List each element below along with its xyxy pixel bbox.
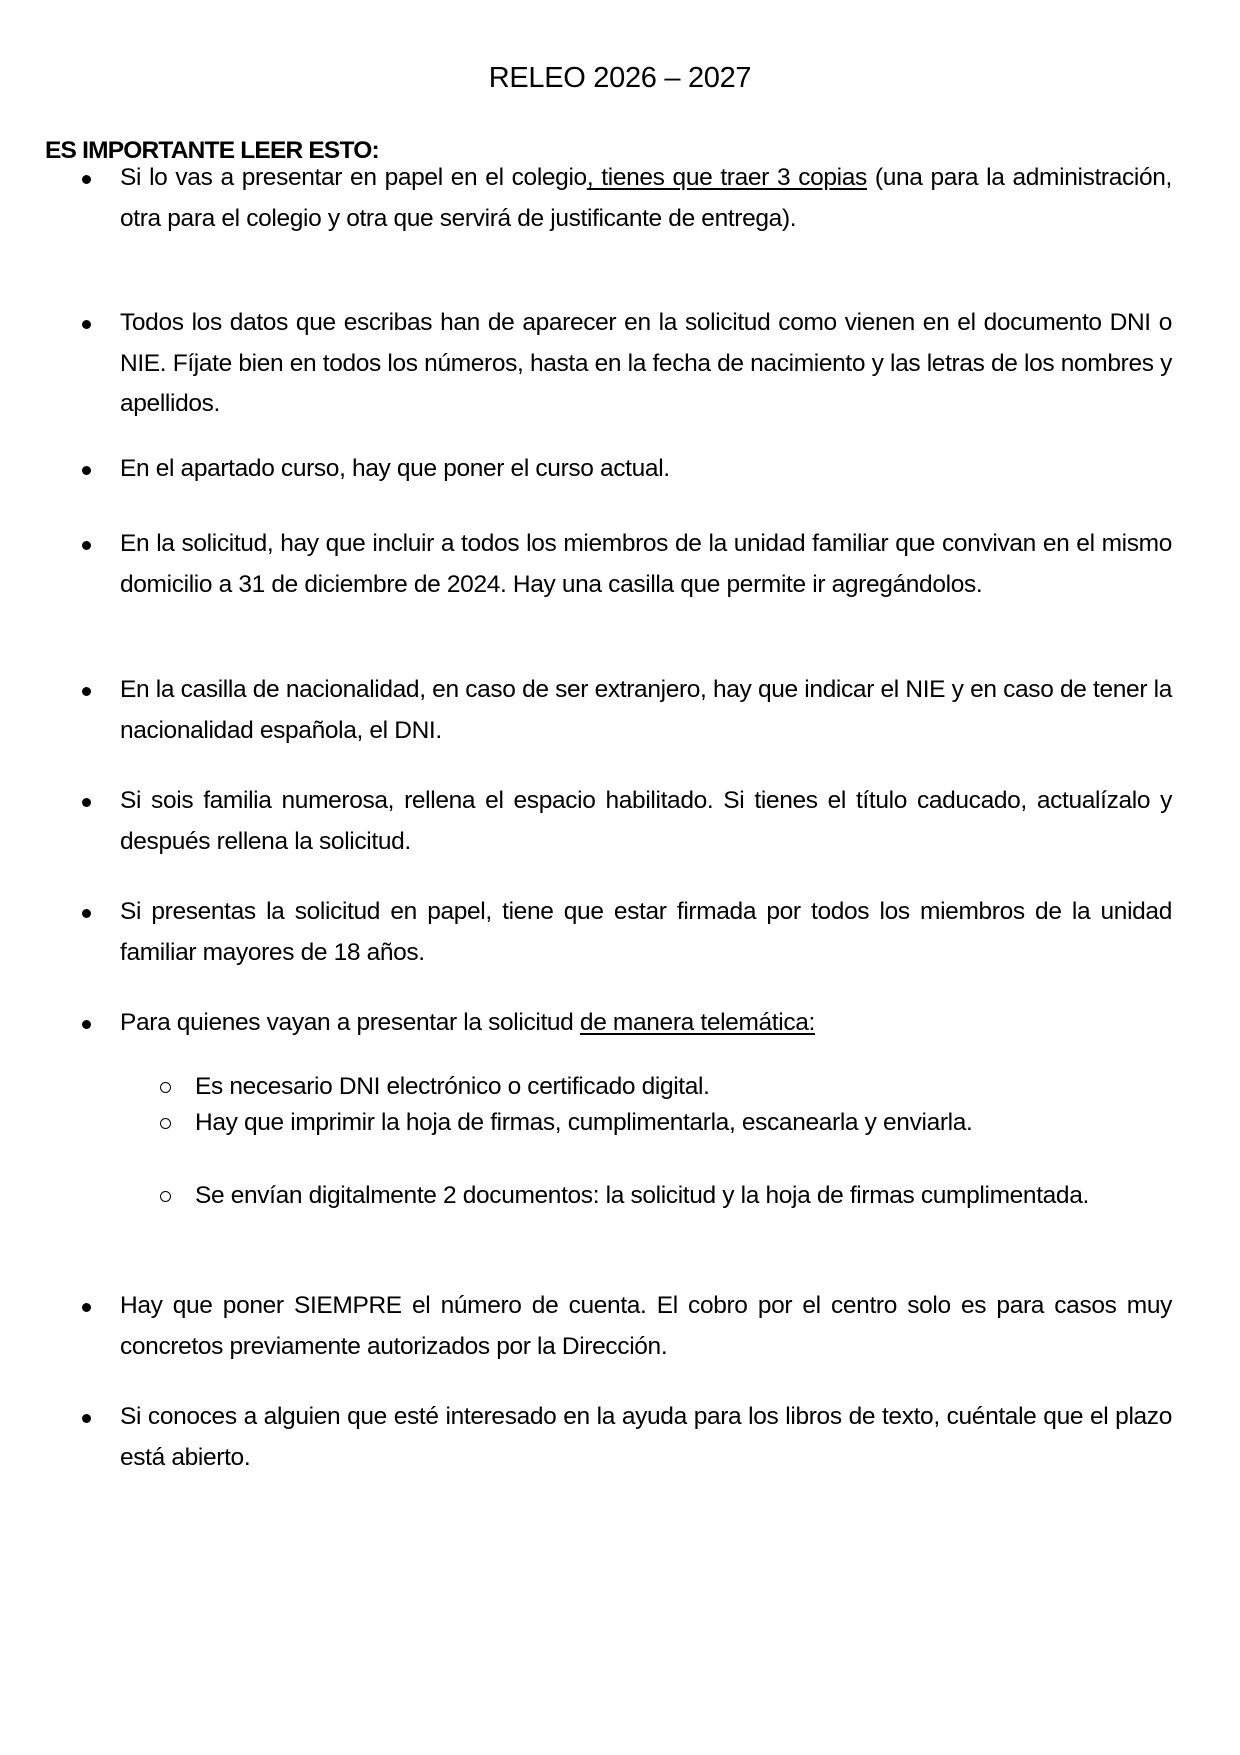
list-item-account-number: [120, 1286, 1172, 1367]
item-text: Todos los datos que escribas han de aparecer en la solicitud como vienen en el documento DNI o NIE. Fíjate bien en todos los números, hasta en la fecha de nacimiento y las letras de los nombres y apellidos.: [120, 309, 1172, 417]
list-item-spread-word: [120, 1397, 1172, 1478]
item-text-pre: Si lo vas a presentar en papel en el colegio: [120, 164, 587, 191]
bullet-icon: [82, 466, 91, 475]
list-item-course: [120, 449, 1172, 490]
sub-item-send-documents: [195, 1176, 1172, 1217]
item-text-post: (una para la administración, otra para el colegio y otra que servirá de justificante de entrega).: [120, 164, 1173, 232]
item-text: Si presentas la solicitud en papel, tiene que estar firmada por todos los miembros de la unidad familiar mayores de 18 años.: [120, 898, 1172, 966]
list-item-signatures: [120, 892, 1172, 973]
list-item-family-members: [120, 524, 1172, 605]
circle-bullet-icon: [160, 1191, 171, 1202]
item-text-underlined: de manera telemática:: [579, 1009, 815, 1036]
bullet-icon: [82, 798, 91, 807]
sub-item-print-signatures: [195, 1103, 1172, 1144]
item-text: En la casilla de nacionalidad, en caso de ser extranjero, hay que indicar el NIE y en caso de tener la nacionalidad española, el DNI.: [120, 676, 1172, 744]
bullet-icon: [82, 1303, 91, 1312]
bullet-icon: [82, 909, 91, 918]
bullet-icon: [82, 175, 91, 184]
sub-item-dni: [195, 1067, 1172, 1108]
list-item-nationality: [120, 670, 1172, 751]
circle-bullet-icon: [160, 1082, 171, 1093]
bullet-icon: [82, 687, 91, 696]
item-text: Si sois familia numerosa, rellena el espacio habilitado. Si tienes el título caducado, actualízalo y después rellena la solicitud.: [120, 787, 1172, 855]
sub-item-text: Hay que imprimir la hoja de firmas, cumplimentarla, escanearla y enviarla.: [195, 1109, 973, 1136]
bullet-icon: [82, 541, 91, 550]
list-item-data-accuracy: [120, 303, 1172, 425]
sub-item-text: Es necesario DNI electrónico o certificado digital.: [195, 1073, 710, 1100]
list-item-large-family: [120, 781, 1172, 862]
list-item-copies: [120, 158, 1172, 239]
item-text-underlined: , tienes que traer 3 copias: [586, 164, 867, 191]
list-item-telematic: [120, 1003, 1172, 1044]
bullet-icon: [82, 1414, 91, 1423]
item-text: En la solicitud, hay que incluir a todos los miembros de la unidad familiar que convivan en el mismo domicilio a 31 de diciembre de 2024. Hay una casilla que permite ir agregándolos.: [120, 530, 1172, 598]
sub-item-text: Se envían digitalmente 2 documentos: la solicitud y la hoja de firmas cumplimentada.: [195, 1182, 1089, 1209]
item-text: Si conoces a alguien que esté interesado en la ayuda para los libros de texto, cuéntale que el plazo está abierto.: [120, 1403, 1172, 1471]
circle-bullet-icon: [160, 1118, 171, 1129]
bullet-icon: [82, 1020, 91, 1029]
item-text: Hay que poner SIEMPRE el número de cuenta. El cobro por el centro solo es para casos muy concretos previamente autorizados por la Dirección.: [120, 1292, 1172, 1360]
item-text: En el apartado curso, hay que poner el curso actual.: [120, 455, 670, 482]
item-text-pre: Para quienes vayan a presentar la solicitud: [120, 1009, 580, 1036]
section-header: ES IMPORTANTE LEER ESTO:: [45, 137, 379, 164]
bullet-icon: [82, 320, 91, 329]
page-title: RELEO 2026 – 2027: [488, 62, 752, 94]
